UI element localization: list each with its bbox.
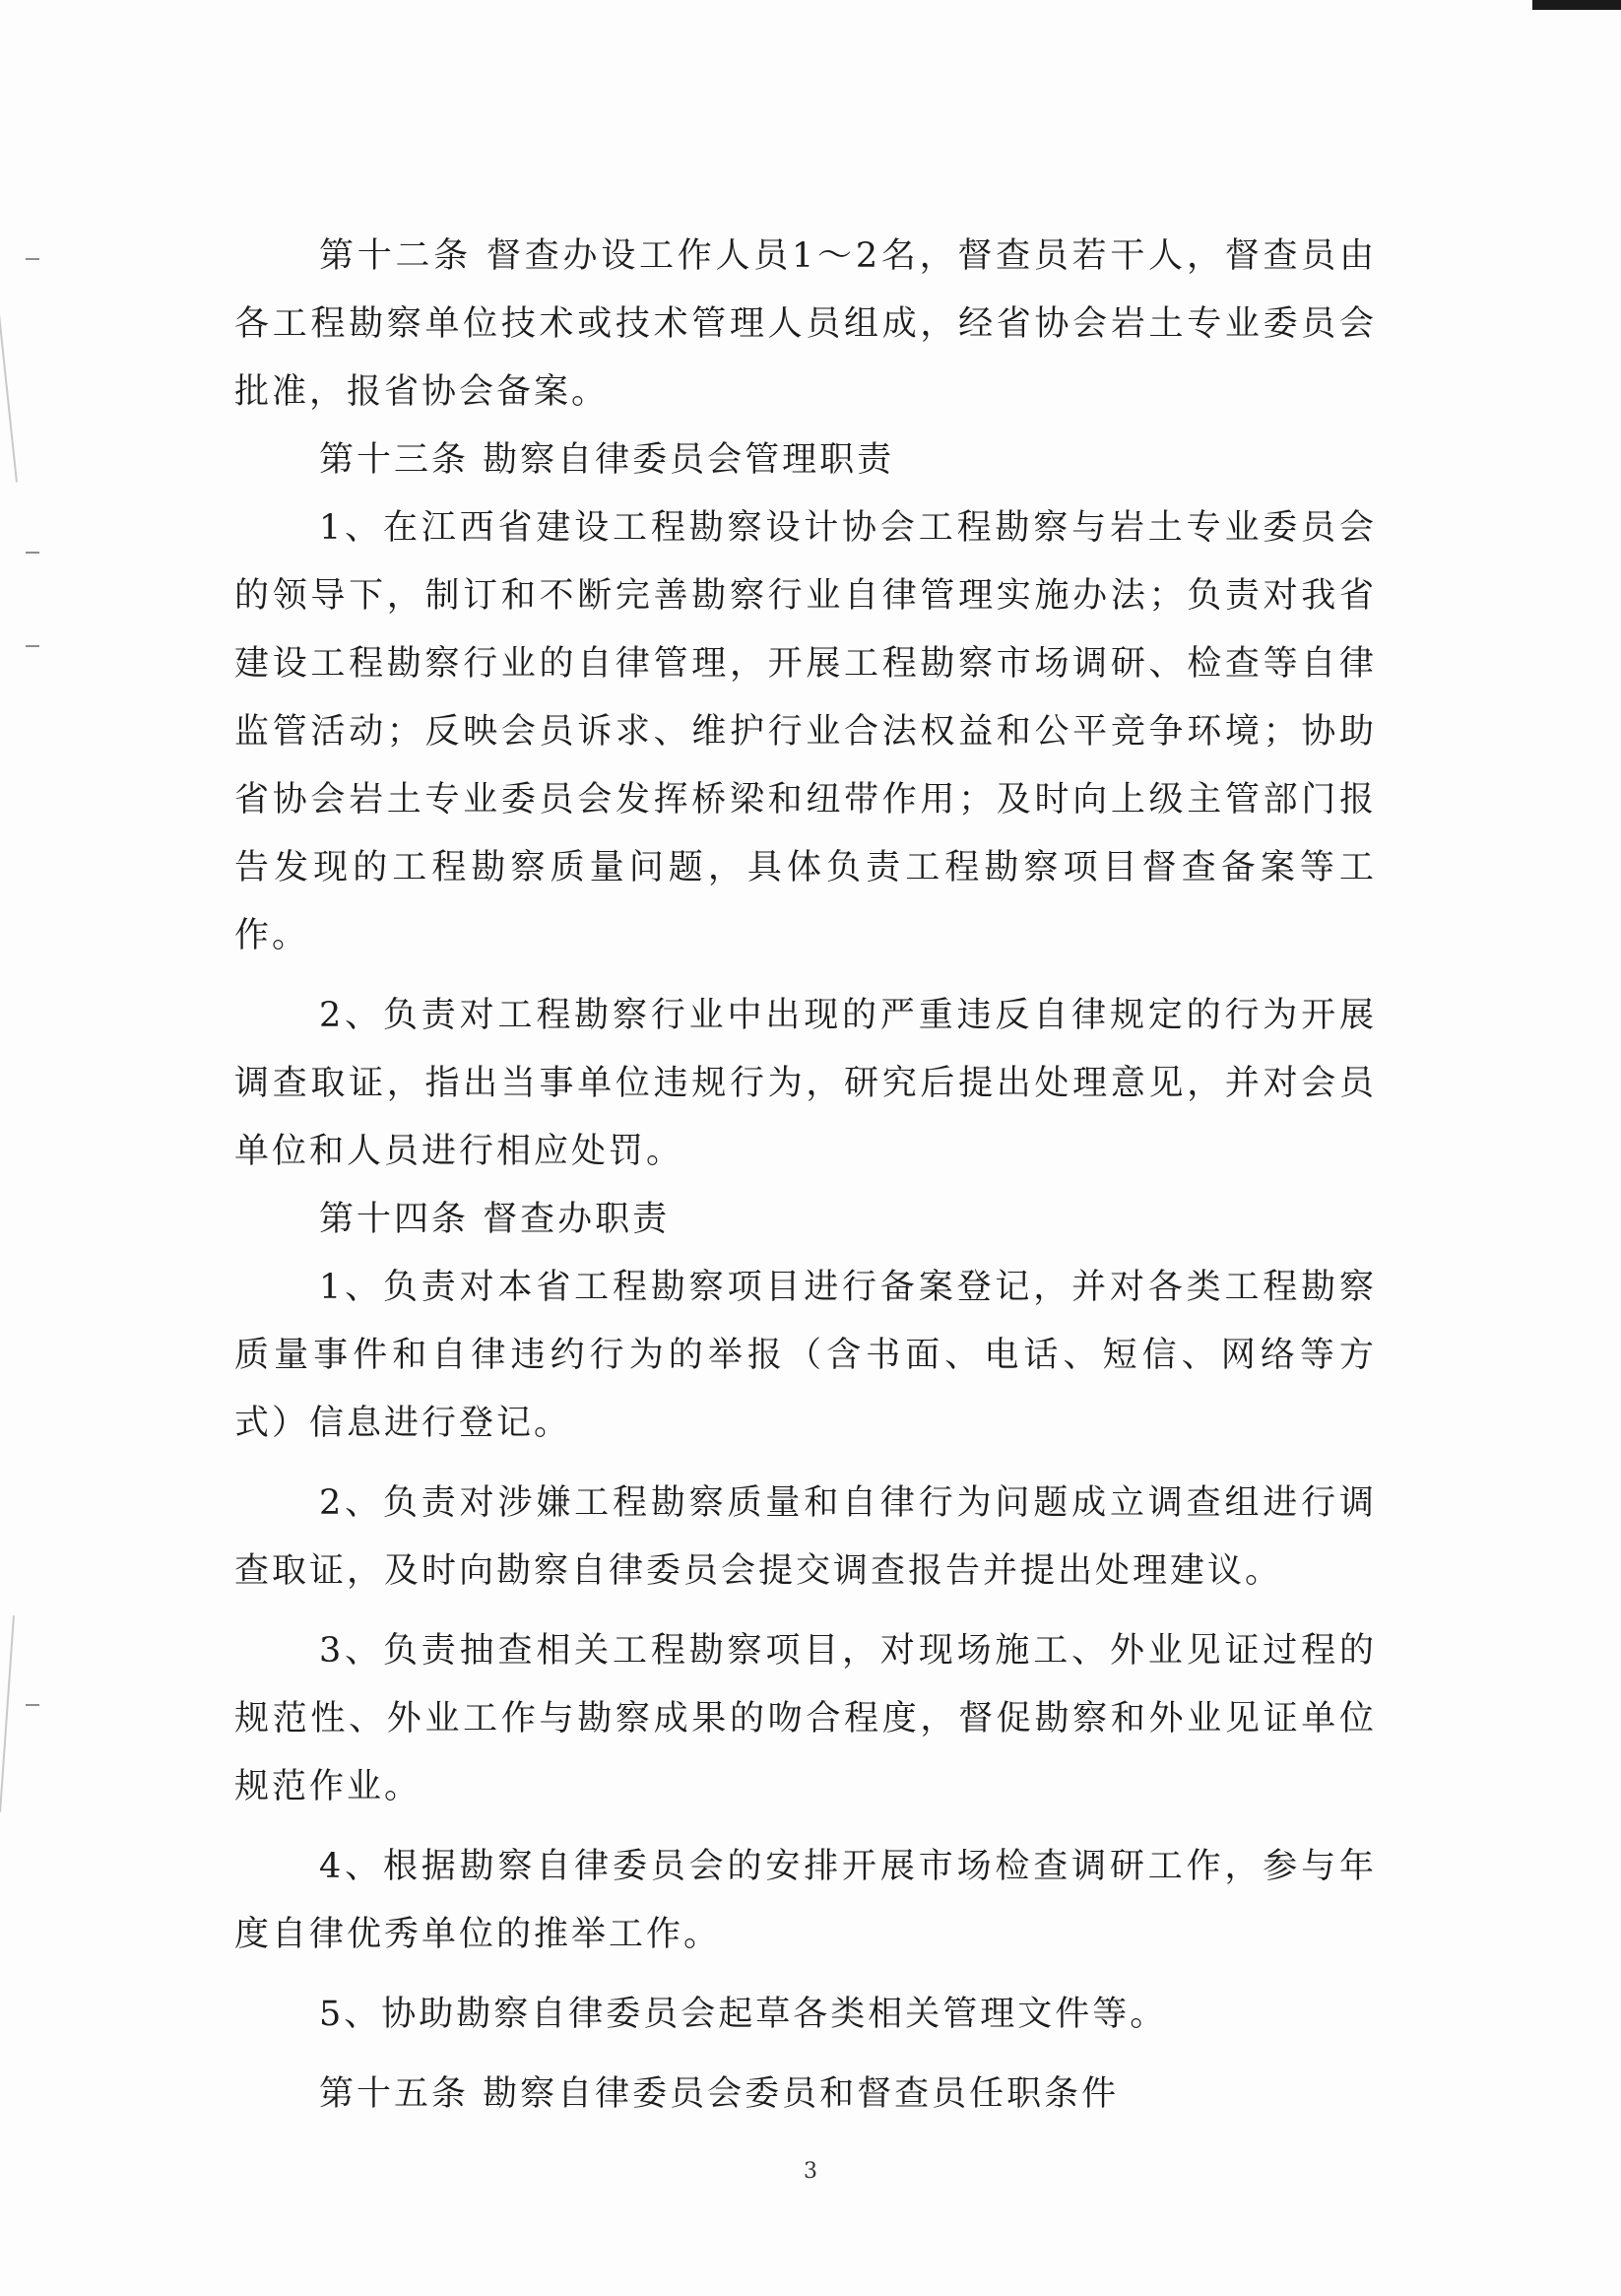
article-13-heading: 第十三条 勘察自律委员会管理职责 <box>319 440 895 480</box>
article-13-item-2: 2、负责对工程勘察行业中出现的严重违反自律规定的行为开展调查取证，指出当事单位违规行为，研究后提出处理意见，并对会员单位和人员进行相应处罚。 <box>234 996 1377 1171</box>
article-14-item-1: 1、负责对本省工程勘察项目进行备案登记，并对各类工程勘察质量事件和自律违约行为的举报（含书面、电话、短信、网络等方式）信息进行登记。 <box>234 1268 1377 1443</box>
scan-corner-artifact <box>1532 0 1621 10</box>
scan-edge-artifact <box>0 295 18 482</box>
binding-hole-mark <box>26 645 39 647</box>
article-14-item-3: 3、负责抽查相关工程勘察项目，对现场施工、外业见证过程的规范性、外业工作与勘察成果的吻合程度，督促勘察和外业见证单位规范作业。 <box>234 1631 1377 1806</box>
binding-hole-mark <box>26 258 39 260</box>
binding-hole-mark <box>26 1704 39 1706</box>
article-14-heading: 第十四条 督查办职责 <box>319 1200 671 1239</box>
article-14-item-5: 5、协助勘察自律委员会起草各类相关管理文件等。 <box>319 1995 1168 2034</box>
article-12-paragraph: 第十二条 督查办设工作人员1～2名，督查员若干人，督查员由各工程勘察单位技术或技术管理人员组成，经省协会岩土专业委员会批准，报省协会备案。 <box>234 236 1377 412</box>
page-number: 3 <box>804 2159 817 2184</box>
article-13-item-1: 1、在江西省建设工程勘察设计协会工程勘察与岩土专业委员会的领导下，制订和不断完善勘察行业自律管理实施办法；负责对我省建设工程勘察行业的自律管理，开展工程勘察市场调研、检查等自律监管活动；反映会员诉求、维护行业合法权益和公平竞争环境；协助省协会岩土专业委员会发挥桥梁和纽带作用；及时向上级主管部门报告发现的工程勘察质量问题，具体负责工程勘察项目督查备案等工作。 <box>234 508 1377 955</box>
article-15-heading: 第十五条 勘察自律委员会委员和督查员任职条件 <box>319 2074 1120 2114</box>
binding-hole-mark <box>26 552 39 554</box>
scan-edge-artifact <box>0 1615 15 1812</box>
document-body <box>234 223 1377 2129</box>
article-14-item-4: 4、根据勘察自律委员会的安排开展市场检查调研工作，参与年度自律优秀单位的推举工作。 <box>234 1847 1377 1954</box>
article-14-item-2: 2、负责对涉嫌工程勘察质量和自律行为问题成立调查组进行调查取证，及时向勘察自律委员会提交调查报告并提出处理建议。 <box>234 1483 1377 1591</box>
